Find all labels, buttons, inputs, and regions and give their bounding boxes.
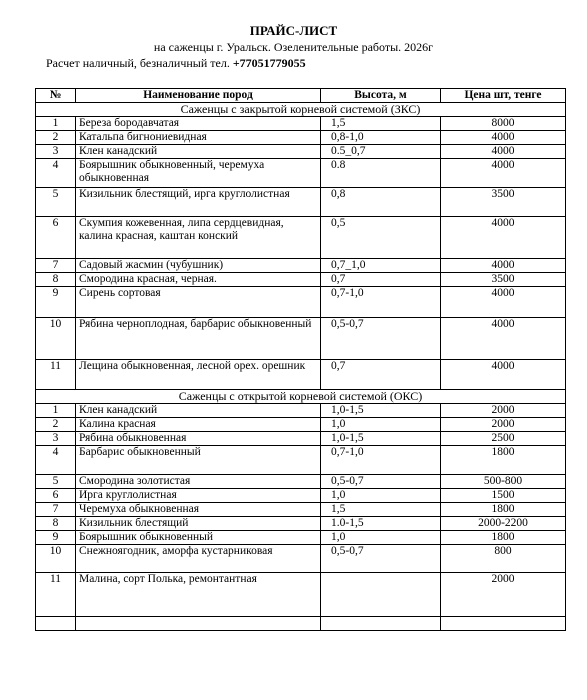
plant-price: 2000 [441, 404, 566, 418]
plant-name: Смородина красная, черная. [76, 273, 321, 287]
plant-price: 8000 [441, 117, 566, 131]
plant-name: Снежноягодник, аморфа кустарниковая [76, 545, 321, 573]
row-number: 4 [36, 159, 76, 188]
table-row [36, 475, 566, 489]
plant-height: 0,7 [321, 360, 441, 390]
plant-name: Кизильник блестящий, ирга круглолистная [76, 188, 321, 217]
row-number: 11 [36, 360, 76, 390]
plant-price: 4000 [441, 217, 566, 259]
table-row [36, 145, 566, 159]
column-header-price: Цена шт, тенге [441, 89, 566, 103]
plant-height: 0,8-1,0 [321, 131, 441, 145]
row-number: 9 [36, 287, 76, 318]
column-header-height: Высота, м [321, 89, 441, 103]
plant-name: Барбарис обыкновенный [76, 446, 321, 475]
empty-cell [36, 617, 76, 631]
plant-height: 0,7_1,0 [321, 259, 441, 273]
empty-row [36, 617, 566, 631]
plant-height: 1,0 [321, 531, 441, 545]
plant-price: 800 [441, 545, 566, 573]
plant-price: 4000 [441, 360, 566, 390]
row-number: 1 [36, 117, 76, 131]
plant-price: 4000 [441, 287, 566, 318]
plant-price: 4000 [441, 259, 566, 273]
plant-price: 1800 [441, 531, 566, 545]
table-row [36, 517, 566, 531]
plant-height: 0,7-1,0 [321, 446, 441, 475]
section-row [36, 103, 566, 117]
plant-price: 4000 [441, 145, 566, 159]
plant-height: 1,5 [321, 117, 441, 131]
plant-price: 2000-2200 [441, 517, 566, 531]
plant-price: 1500 [441, 489, 566, 503]
row-number: 5 [36, 475, 76, 489]
table-header-row [36, 89, 566, 103]
table-body [36, 103, 566, 631]
plant-height: 0,5-0,7 [321, 545, 441, 573]
table-row [36, 273, 566, 287]
plant-name: Рябина черноплодная, барбарис обыкновенный [76, 318, 321, 360]
plant-name: Кизильник блестящий [76, 517, 321, 531]
column-header-name: Наименование пород [76, 89, 321, 103]
table-row [36, 287, 566, 318]
row-number: 6 [36, 489, 76, 503]
row-number: 10 [36, 318, 76, 360]
table-row [36, 217, 566, 259]
table-row [36, 360, 566, 390]
plant-height: 1,0 [321, 418, 441, 432]
plant-price: 4000 [441, 159, 566, 188]
table-row [36, 573, 566, 617]
table-row [36, 503, 566, 517]
plant-name: Боярышник обыкновенный, черемуха обыкновенная [76, 159, 321, 188]
plant-height: 1,0-1,5 [321, 404, 441, 418]
plant-name: Клен канадский [76, 145, 321, 159]
section-title: Саженцы с закрытой корневой системой (ЗКС) [36, 103, 566, 117]
plant-price: 500-800 [441, 475, 566, 489]
plant-name: Малина, сорт Полька, ремонтантная [76, 573, 321, 617]
row-number: 9 [36, 531, 76, 545]
table-row [36, 318, 566, 360]
table-row [36, 259, 566, 273]
row-number: 1 [36, 404, 76, 418]
table-row [36, 418, 566, 432]
column-header-num: № [36, 89, 76, 103]
table-row [36, 531, 566, 545]
plant-price: 3500 [441, 273, 566, 287]
plant-price: 2000 [441, 573, 566, 617]
price-table [35, 88, 566, 631]
plant-height: 0,7-1,0 [321, 287, 441, 318]
plant-height: 1,5 [321, 503, 441, 517]
page-title: ПРАЙС-ЛИСТ [249, 23, 338, 38]
row-number: 6 [36, 217, 76, 259]
plant-height: 1,0-1,5 [321, 432, 441, 446]
plant-height: 0.5_0,7 [321, 145, 441, 159]
plant-name: Садовый жасмин (чубушник) [76, 259, 321, 273]
plant-height: 1.0-1,5 [321, 517, 441, 531]
row-number: 8 [36, 517, 76, 531]
row-number: 3 [36, 432, 76, 446]
section-row [36, 390, 566, 404]
phone-number: +77051779055 [232, 56, 306, 70]
plant-name: Катальпа бигнониевидная [76, 131, 321, 145]
plant-name: Лещина обыкновенная, лесной орех. орешник [76, 360, 321, 390]
plant-price: 1800 [441, 446, 566, 475]
plant-height: 0,8 [321, 188, 441, 217]
table-row [36, 489, 566, 503]
empty-cell [76, 617, 321, 631]
row-number: 3 [36, 145, 76, 159]
plant-name: Скумпия кожевенная, липа сердцевидная, калина красная, каштан конский [76, 217, 321, 259]
row-number: 5 [36, 188, 76, 217]
table-row [36, 188, 566, 217]
row-number: 2 [36, 418, 76, 432]
plant-height: 1,0 [321, 489, 441, 503]
row-number: 7 [36, 259, 76, 273]
plant-price: 4000 [441, 318, 566, 360]
plant-name: Клен канадский [76, 404, 321, 418]
plant-price: 1800 [441, 503, 566, 517]
table-row [36, 446, 566, 475]
plant-name: Черемуха обыкновенная [76, 503, 321, 517]
empty-cell [441, 617, 566, 631]
plant-name: Калина красная [76, 418, 321, 432]
plant-name: Боярышник обыкновенный [76, 531, 321, 545]
table-row [36, 117, 566, 131]
section-title: Саженцы с открытой корневой системой (ОКС) [36, 390, 566, 404]
plant-price: 2000 [441, 418, 566, 432]
empty-cell [321, 617, 441, 631]
payment-info [46, 56, 306, 71]
plant-height [321, 573, 441, 617]
row-number: 7 [36, 503, 76, 517]
page-subtitle: на саженцы г. Уральск. Озеленительные работы. 2026г [153, 40, 434, 54]
plant-price: 3500 [441, 188, 566, 217]
table-row [36, 159, 566, 188]
plant-name: Смородина золотистая [76, 475, 321, 489]
table-row [36, 545, 566, 573]
table-row [36, 432, 566, 446]
row-number: 10 [36, 545, 76, 573]
plant-height: 0,5 [321, 217, 441, 259]
row-number: 2 [36, 131, 76, 145]
plant-height: 0.8 [321, 159, 441, 188]
plant-name: Рябина обыкновенная [76, 432, 321, 446]
plant-price: 4000 [441, 131, 566, 145]
row-number: 4 [36, 446, 76, 475]
plant-price: 2500 [441, 432, 566, 446]
plant-name: Береза бородавчатая [76, 117, 321, 131]
plant-name: Сирень сортовая [76, 287, 321, 318]
plant-height: 0,5-0,7 [321, 475, 441, 489]
plant-height: 0,5-0,7 [321, 318, 441, 360]
row-number: 8 [36, 273, 76, 287]
table-row [36, 404, 566, 418]
table-row [36, 131, 566, 145]
payment-text: Расчет наличный, безналичный тел. [46, 56, 233, 70]
row-number: 11 [36, 573, 76, 617]
plant-height: 0,7 [321, 273, 441, 287]
plant-name: Ирга круглолистная [76, 489, 321, 503]
